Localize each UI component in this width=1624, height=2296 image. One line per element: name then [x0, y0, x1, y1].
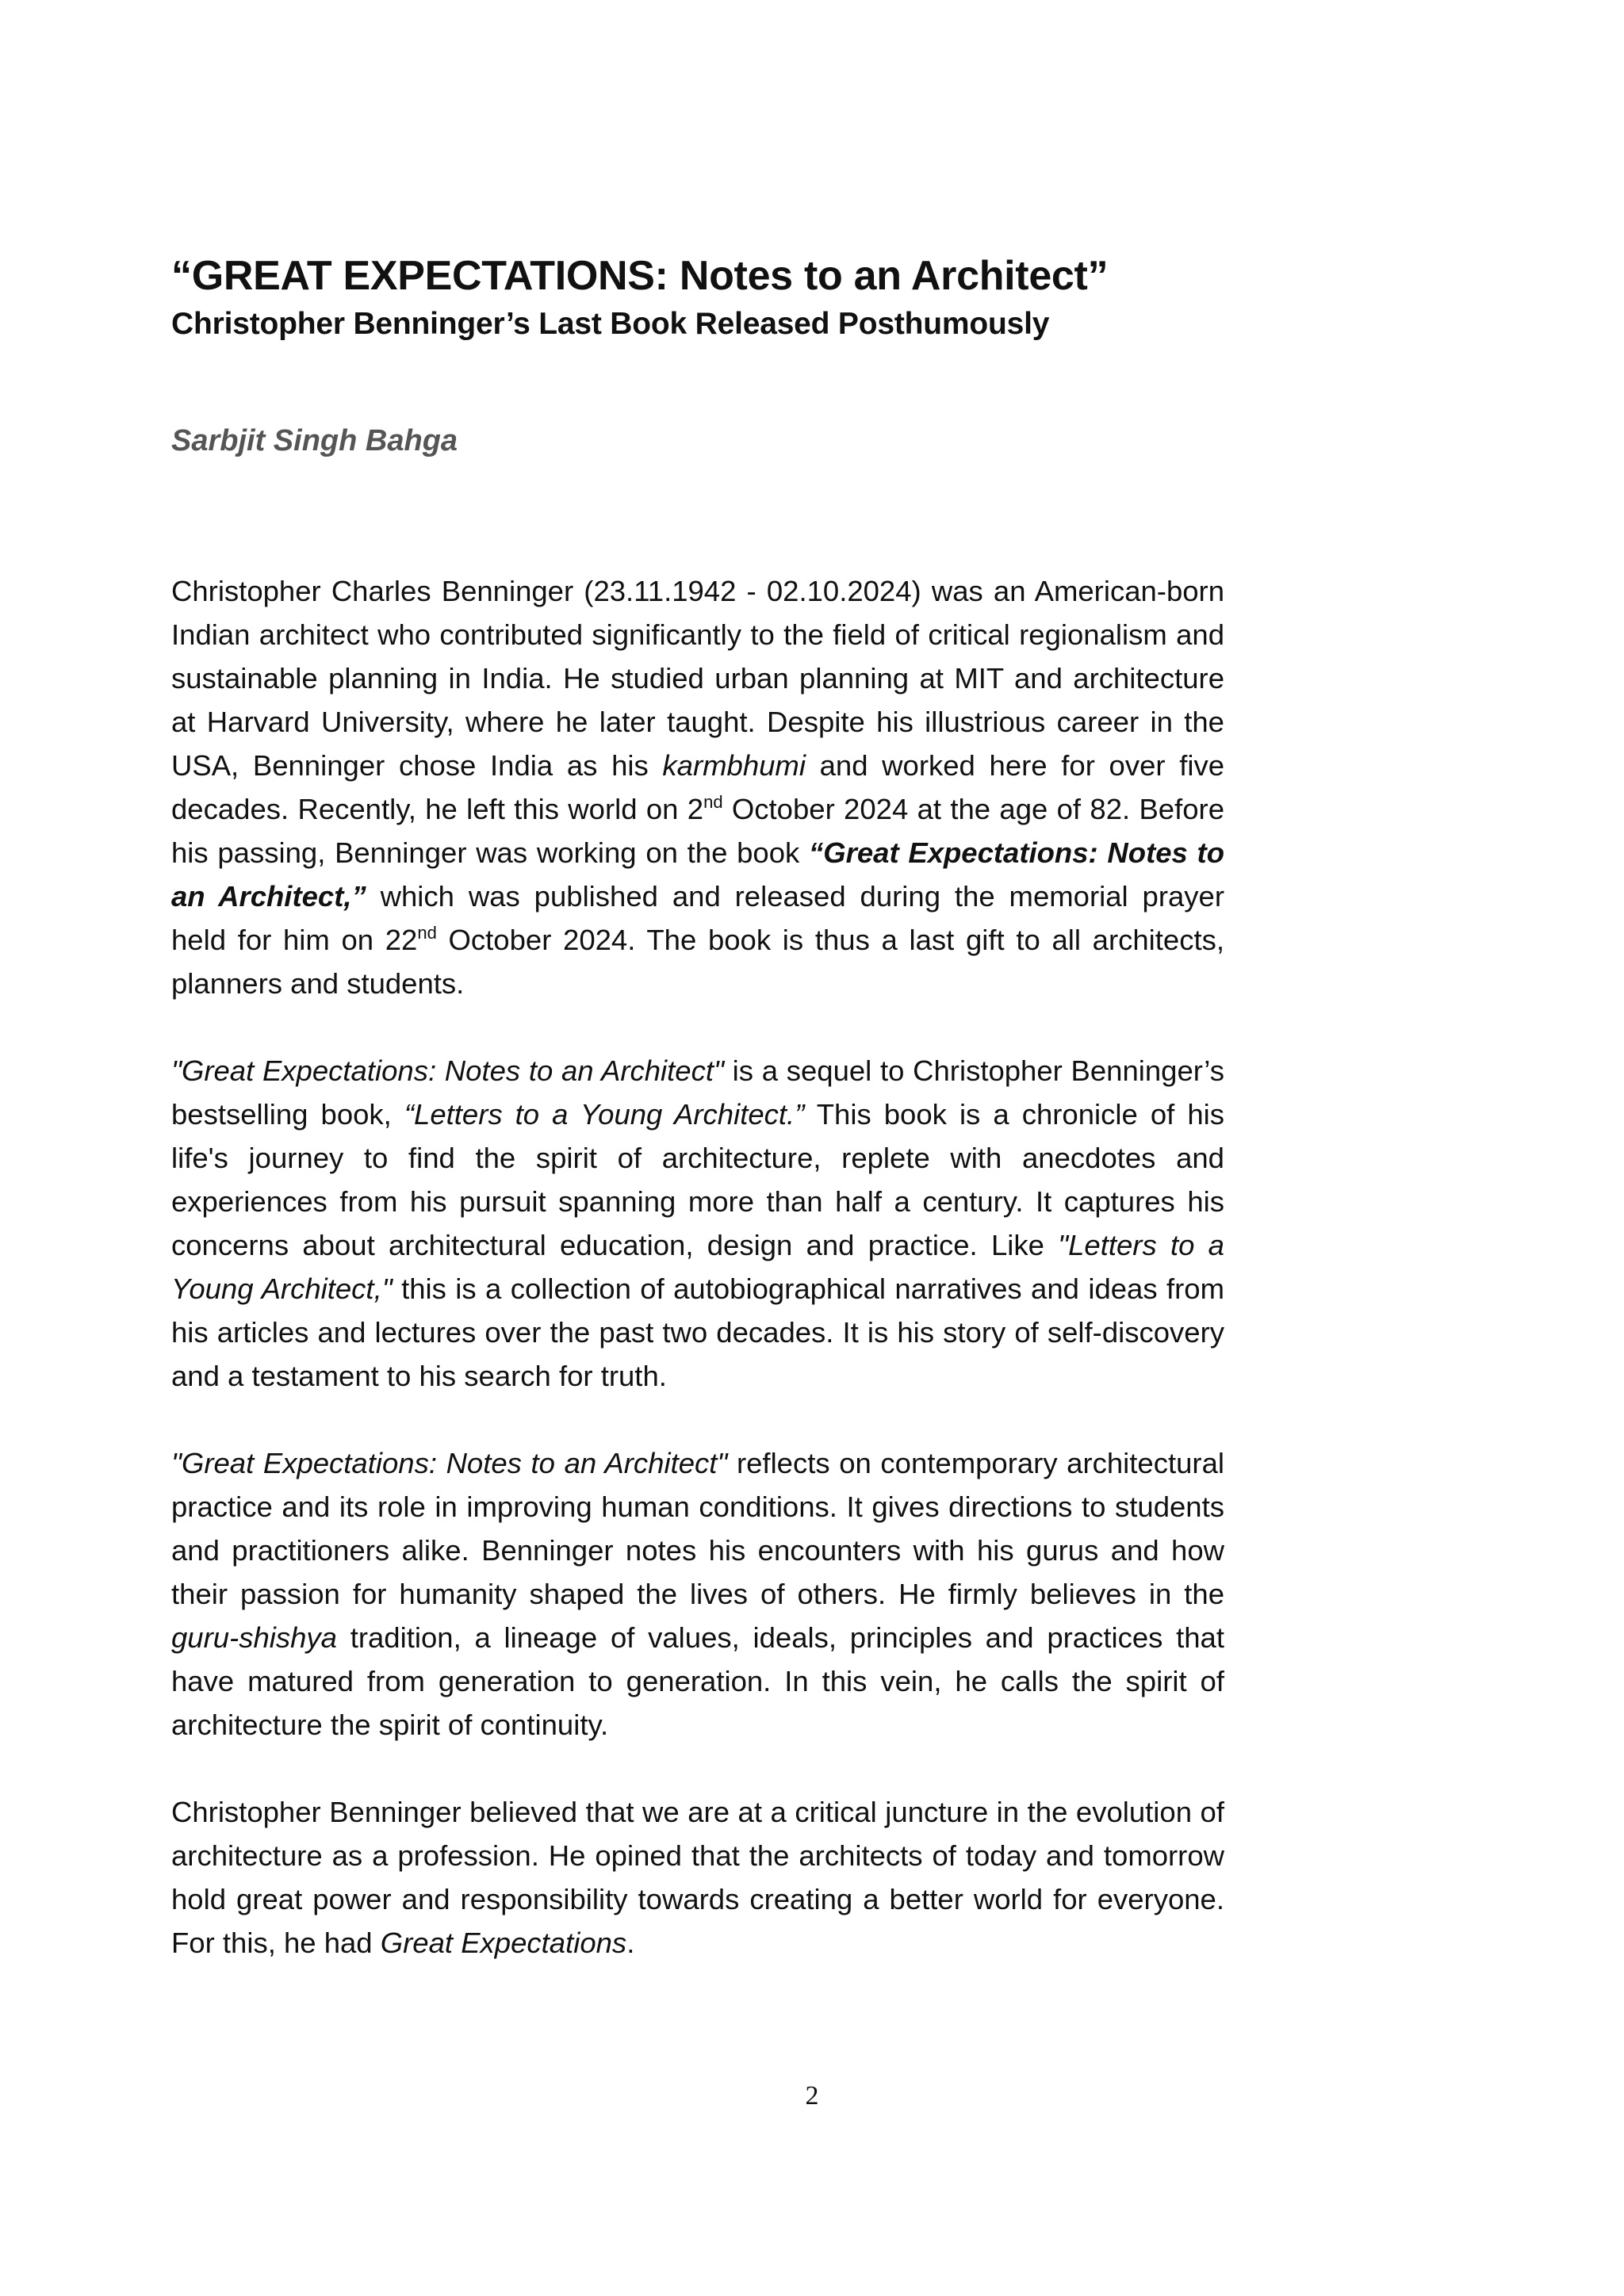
book-title-italic: "Great Expectations: Notes to an Architect" — [171, 1447, 728, 1479]
paragraph-3-text-d: tradition, a lineage of values, ideals, principles and practices that have matured from generation to generation. In this vein, he calls the spirit of architecture the spirit of continuity. — [171, 1621, 1224, 1741]
paragraph-2-text-b: is a sequel to Christopher Benninger’s bestselling book, — [171, 1054, 1224, 1131]
term-guru-shishya: guru-shishya — [171, 1621, 337, 1654]
article-title: “GREAT EXPECTATIONS: Notes to an Architect” — [171, 253, 1109, 299]
paragraph-2-text-d: This book is a chronicle of his life's journey to find the spirit of architecture, replete with anecdotes and experiences from his pursuit spanning more than half a century. It captures his concerns about architectural education, design and practice. Like — [171, 1098, 1224, 1261]
author-name: Sarbjit Singh Bahga — [171, 424, 458, 457]
ordinal-superscript: nd — [703, 792, 723, 812]
book-title-italic: Great Expectations — [380, 1927, 627, 1959]
article-subtitle: Christopher Benninger’s Last Book Released Posthumously — [171, 307, 1050, 341]
ordinal-superscript: nd — [417, 923, 437, 943]
paragraph-1 — [171, 569, 1224, 1005]
paragraph-1-text-i: October 2024. The book is thus a last gift to all architects, planners and students. — [171, 924, 1224, 1000]
paragraph-4 — [171, 1790, 1224, 1965]
term-karmbhumi: karmbhumi — [662, 749, 806, 782]
paragraph-3 — [171, 1441, 1224, 1747]
book-title-italic: "Letters to a Young Architect," — [171, 1229, 1224, 1305]
paragraph-1-text-e: October 2024 at the age of 82. Before his passing, Benninger was working on the book — [171, 793, 1224, 869]
paragraph-4-text-a: Christopher Benninger believed that we are at a critical juncture in the evolution of architecture as a profession. He opined that the architects of today and tomorrow hold great power and responsibility towards creating a better world for everyone. For this, he had — [171, 1796, 1224, 1959]
book-title-emphasis: “Great Expectations: Notes to an Architect,” — [171, 836, 1224, 913]
paragraph-1-text-c: and worked here for over five decades. Recently, he left this world on 2 — [171, 749, 1224, 825]
article-content — [171, 251, 1224, 1965]
paragraph-4-text-c: . — [626, 1927, 635, 1959]
paragraph-1-text-a: Christopher Charles Benninger (23.11.1942 - 02.10.2024) was an American-born Indian architect who contributed significantly to the field of critical regionalism and sustainable planning in India. He studied urban planning at MIT and architecture at Harvard University, where he later taught. Despite his illustrious career in the USA, Benninger chose India as his — [171, 575, 1224, 782]
book-title-italic: "Great Expectations: Notes to an Architect" — [171, 1054, 724, 1087]
paragraph-1-text-g: which was published and released during the memorial prayer held for him on 22 — [171, 880, 1224, 956]
paragraph-2 — [171, 1049, 1224, 1398]
article-body — [171, 569, 1224, 1965]
paragraph-3-text-b: reflects on contemporary architectural practice and its role in improving human conditions. It gives directions to students and practitioners alike. Benninger notes his encounters with his gurus and how their passion for humanity shaped the lives of others. He firmly believes in the — [171, 1447, 1224, 1610]
book-title-italic: “Letters to a Young Architect.” — [404, 1098, 805, 1131]
paragraph-2-text-f: this is a collection of autobiographical narratives and ideas from his articles and lectures over the past two decades. It is his story of self-discovery and a testament to his search for truth. — [171, 1272, 1224, 1392]
page-number: 2 — [805, 2081, 819, 2110]
